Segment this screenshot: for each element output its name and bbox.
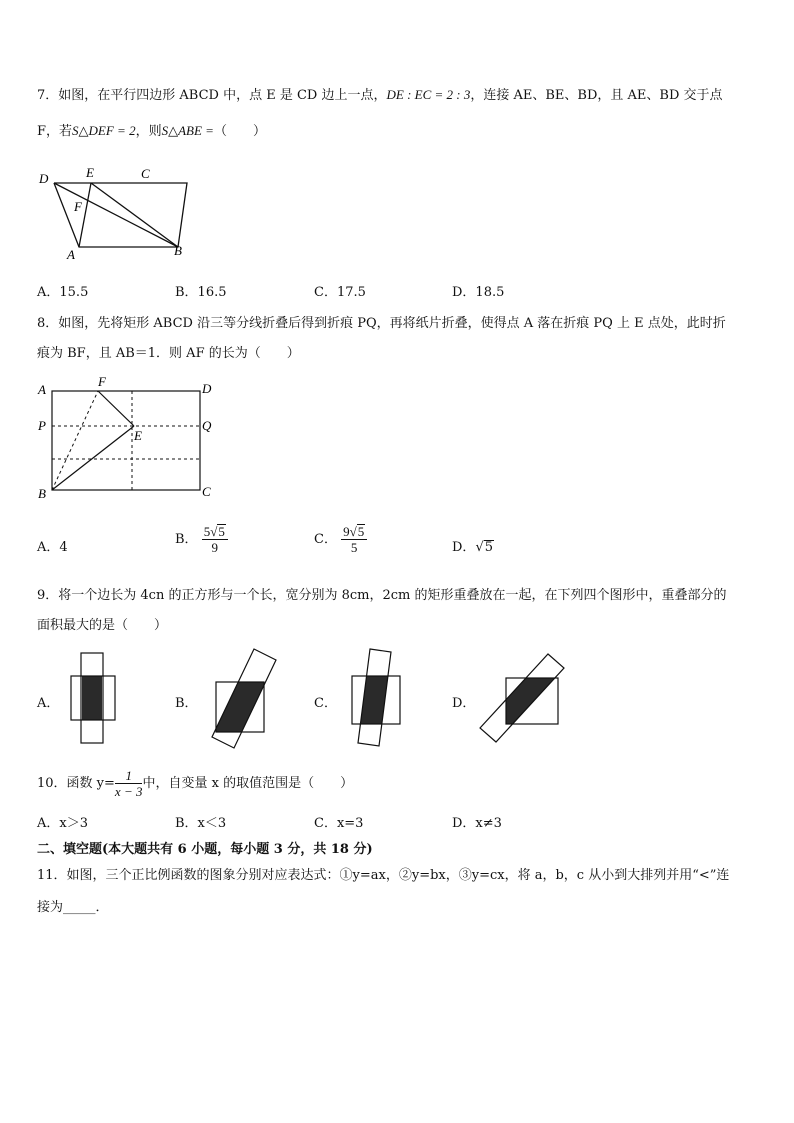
q10-option-a: A．x＞3	[37, 816, 88, 831]
q9-option-b: B．	[175, 696, 198, 711]
q9-option-d: D．	[452, 696, 476, 711]
q10-suffix: 中，自变量 x 的取值范围是（ ）	[142, 776, 354, 791]
q8-option-c	[314, 524, 367, 555]
q7-text-b: ，连接 AE、BE、BD，且 AE、BD 交于点	[470, 88, 723, 103]
q7-option-c: C．17.5	[314, 285, 366, 300]
q8-c-coef: 9	[343, 524, 350, 539]
q7-label-e: E	[86, 165, 94, 180]
q9-line1: 9．将一个边长为 4cn 的正方形与一个长，宽分别为 8cm，2cm 的矩形重叠放在一起，在下列四个图形中，重叠部分的	[37, 588, 727, 603]
q8-line2: 痕为 BF，且 AB＝1．则 AF 的长为（ ）	[37, 346, 300, 361]
q8-b-den: 9	[211, 540, 219, 555]
q7-text-d: ，则	[135, 124, 162, 139]
q10-option-c: C．x=3	[314, 816, 364, 831]
q7-option-b: B．16.5	[175, 285, 227, 300]
q9-line2: 面积最大的是（ ）	[37, 618, 168, 633]
q8-c-den: 5	[350, 540, 358, 555]
q8-label-e: E	[134, 428, 142, 443]
q8-b-coef: 5	[203, 524, 211, 539]
q7-parallelogram-figure	[36, 164, 196, 264]
q8-label-q: Q	[202, 418, 212, 433]
q7-option-d: D．18.5	[452, 285, 505, 300]
q8-label-f: F	[98, 374, 106, 389]
q7-line1	[37, 84, 723, 103]
q11-line1: 11．如图，三个正比例函数的图象分别对应表达式：①y=ax，②y=bx，③y=cx，将 a，b，c 从小到大排列并用“<”连	[37, 868, 730, 883]
q8-option-b	[175, 524, 228, 555]
q10-option-d: D．x≠3	[452, 816, 502, 831]
q7-label-c: C	[141, 166, 150, 181]
q7-label-b: B	[174, 243, 182, 258]
q10-line	[37, 768, 353, 799]
q8-option-b-fraction: $\frac{5√5}{9}$	[202, 524, 228, 555]
q7-label-a: A	[67, 247, 75, 262]
q10-option-b: B．x＜3	[175, 816, 227, 831]
q7-label-d: D	[39, 171, 49, 186]
q8-option-c-prefix: C．	[314, 532, 337, 547]
section-heading: 二、填空题(本大题共有 6 小题，每小题 3 分，共 18 分)	[37, 842, 373, 857]
q8-label-b: B	[38, 486, 46, 501]
q10-num: 1	[115, 768, 143, 784]
q7-s-abe: S△ABE =	[161, 123, 214, 138]
q7-label-f: F	[74, 199, 82, 214]
q9-option-a: A．	[37, 696, 60, 711]
q8-option-b-prefix: B．	[175, 532, 198, 547]
q8-label-d: D	[202, 381, 212, 396]
q10-den: x − 3	[114, 784, 143, 799]
q7-line2	[37, 120, 266, 139]
q9-figure-d	[476, 648, 572, 748]
q9-figure-a	[66, 648, 120, 748]
q8-option-d: D．√5	[452, 540, 494, 555]
q8-label-c: C	[202, 484, 211, 499]
q7-text-e: （ ）	[213, 124, 266, 139]
q10-prefix: 10．函数 y=	[37, 776, 115, 791]
q7-option-a: A．15.5	[37, 285, 89, 300]
q7-ratio: DE : EC = 2 : 3	[386, 87, 471, 102]
q8-line1: 8．如图，先将矩形 ABCD 沿三等分线折叠后得到折痕 PQ，再将纸片折叠，使得点 A 落在折痕 PQ 上 E 点处，此时折	[37, 316, 726, 331]
q8-option-c-fraction: $\frac{9√5}{5}$	[341, 524, 367, 555]
q8-c-radicand: 5	[357, 524, 365, 539]
q7-text-a: 7．如图，在平行四边形 ABCD 中，点 E 是 CD 边上一点，	[37, 88, 387, 103]
q10-fraction	[115, 768, 143, 799]
q8-d-radicand: 5	[484, 540, 494, 555]
q9-option-c: C．	[314, 696, 337, 711]
q7-text-c: F，若	[37, 124, 73, 139]
q8-label-a: A	[38, 382, 46, 397]
q11-line2: 接为_____．	[37, 900, 109, 915]
q8-option-a: A．4	[37, 540, 68, 555]
q9-figure-c	[346, 646, 406, 750]
q8-b-radicand: 5	[218, 524, 225, 539]
q7-s-def: S△DEF = 2	[72, 123, 136, 138]
q8-rectangle-figure	[36, 374, 226, 504]
q8-option-d-prefix: D．	[452, 540, 476, 555]
q9-figure-b	[206, 646, 286, 752]
q8-label-p: P	[38, 418, 46, 433]
